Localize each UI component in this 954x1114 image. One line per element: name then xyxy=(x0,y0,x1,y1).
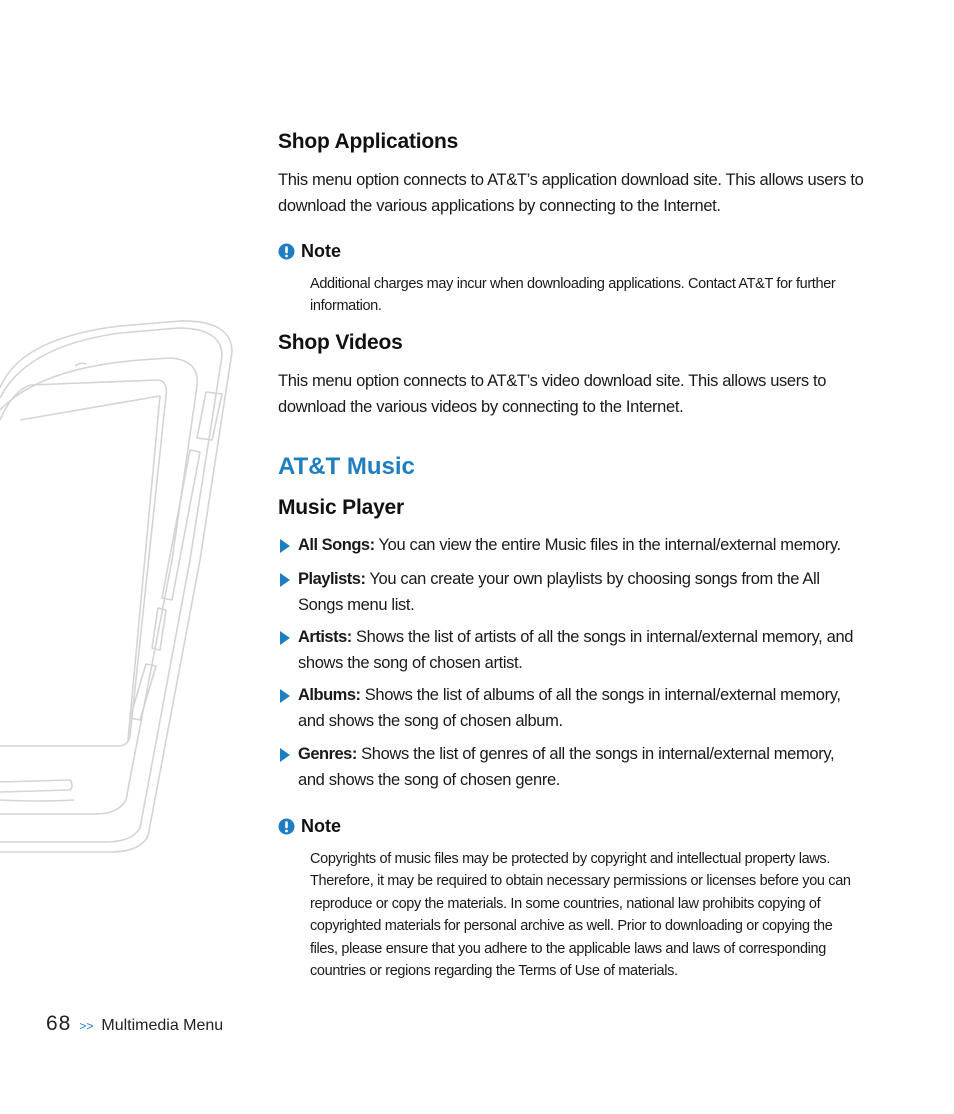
bullet-albums xyxy=(278,683,864,734)
bullet-all-songs xyxy=(278,533,864,559)
exclamation-icon xyxy=(278,243,295,260)
page-number: 68 xyxy=(46,1012,72,1035)
shop-videos-heading: Shop Videos xyxy=(278,331,403,354)
note-label: Note xyxy=(301,816,341,836)
bullet-term: Playlists: xyxy=(298,570,366,588)
shop-applications-note-header xyxy=(278,241,341,262)
bullet-term: Albums: xyxy=(298,686,361,704)
shop-applications-description: This menu option connects to AT&T’s application download site. This allows users to download the various applications by connecting to the Internet. xyxy=(278,171,864,215)
bullet-text: You can create your own playlists by choosing songs from the All Songs menu list. xyxy=(298,570,820,614)
bullet-genres xyxy=(278,742,864,793)
footer-separator: >> xyxy=(79,1019,94,1033)
bullet-text: You can view the entire Music files in the internal/external memory. xyxy=(374,536,841,554)
note-label: Note xyxy=(301,241,341,261)
page-footer xyxy=(46,1012,223,1036)
shop-applications-note-text: Additional charges may incur when downloading applications. Contact AT&T for further information. xyxy=(310,276,836,315)
triangle-bullet-icon xyxy=(279,689,291,703)
music-note-header xyxy=(278,816,341,837)
bullet-text: Shows the list of albums of all the songs in internal/external memory, and shows the song of chosen album. xyxy=(298,686,841,730)
music-note-text: Copyrights of music files may be protected by copyright and intellectual property laws. Therefore, it may be required to obtain necessary permissions or licenses before you can reproduce or copy the materials. In some countries, national law prohibits copying of copyrighted materials for personal archive as well. Prior to downloading or copying the files, please ensure that you adhere to the applicable laws and laws of corresponding countries or regions regarding the Terms of Use of materials. xyxy=(310,851,851,980)
exclamation-icon xyxy=(278,818,295,835)
bullet-term: All Songs: xyxy=(298,536,375,554)
shop-videos-description: This menu option connects to AT&T’s video download site. This allows users to download the various videos by connecting to the Internet. xyxy=(278,372,827,416)
triangle-bullet-icon xyxy=(279,631,291,645)
triangle-bullet-icon xyxy=(279,748,291,762)
bullet-text: Shows the list of artists of all the songs in internal/external memory, and shows the song of chosen artist. xyxy=(298,628,854,672)
triangle-bullet-icon xyxy=(279,573,291,587)
bullet-playlists xyxy=(278,567,864,618)
music-player-heading: Music Player xyxy=(278,496,404,519)
shop-applications-heading: Shop Applications xyxy=(278,130,459,153)
bullet-text: Shows the list of genres of all the songs in internal/external memory, and shows the song of chosen genre. xyxy=(298,745,835,789)
bullet-artists xyxy=(278,625,864,676)
bullet-term: Genres: xyxy=(298,745,357,763)
bullet-term: Artists: xyxy=(298,628,352,646)
footer-section-name: Multimedia Menu xyxy=(101,1017,224,1034)
att-music-title: AT&T Music xyxy=(278,453,415,480)
triangle-bullet-icon xyxy=(279,539,291,553)
